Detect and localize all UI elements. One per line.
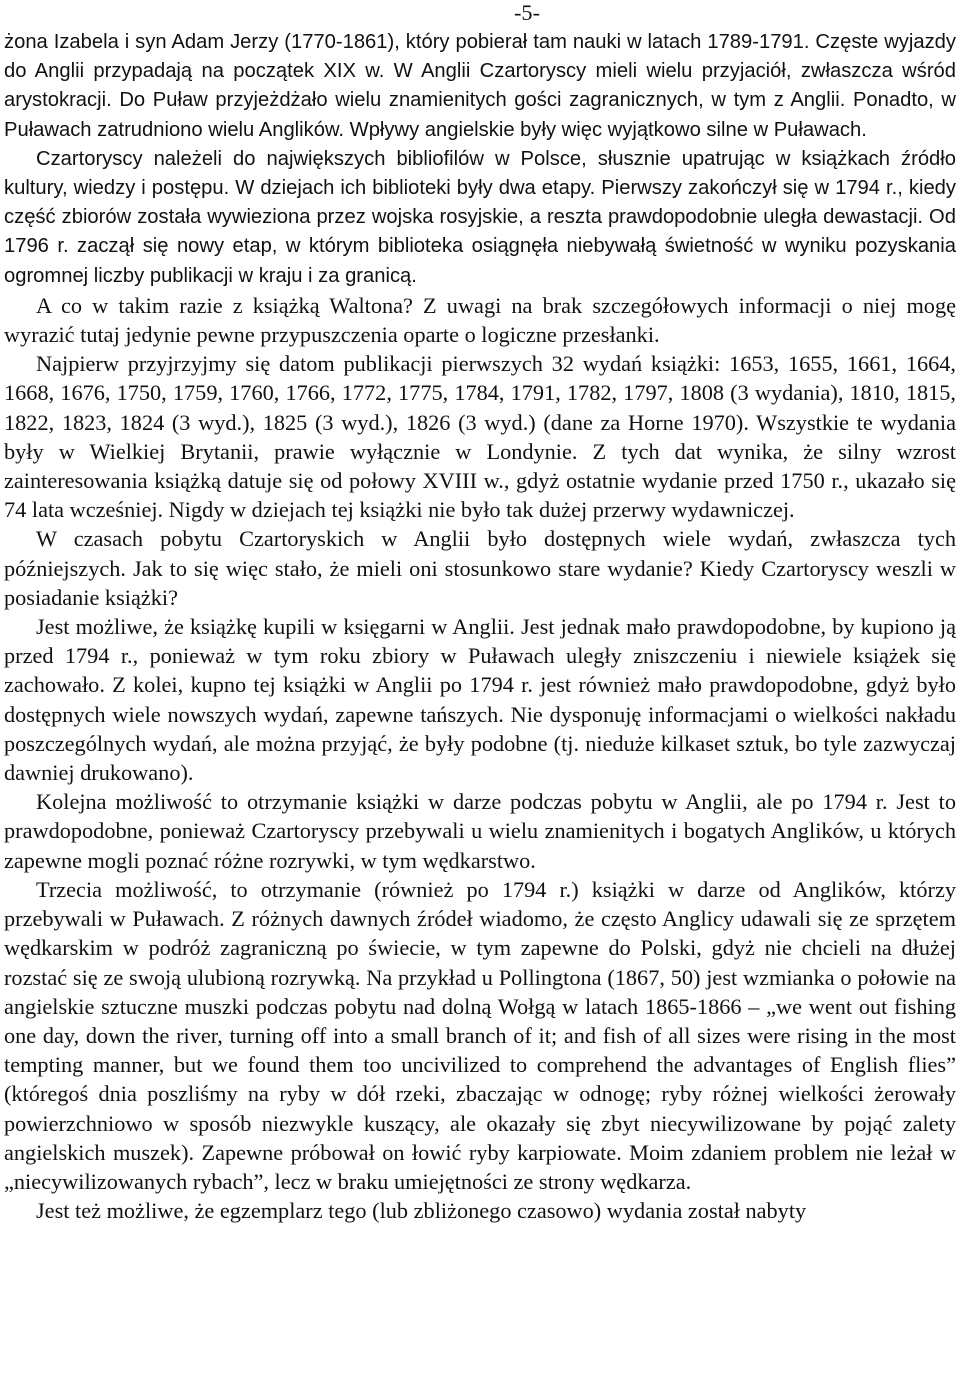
page-number: -5- [514,0,540,25]
paragraph-1: żona Izabela i syn Adam Jerzy (1770-1861), który pobierał tam nauki w latach 1789-1791. Częste wyjazdy do Anglii przypadają na początek XIX w. W Anglii Czartoryscy mieli wielu przyjaciół, zwłaszcza wśród arystokracji. Do Puław przyjeżdżało wielu znamienitych gości zagranicznych, w tym z Anglii. Ponadto, w Puławach zatrudniono wielu Anglików. Wpływy angielskie były więc wyjątkowo silne w Puławach. [4,31,956,141]
paragraph-6: Jest możliwe, że książkę kupili w księgarni w Anglii. Jest jednak mało prawdopodobne, by kupiono ją przed 1794 r., ponieważ w tym roku zbiory w Puławach uległy zniszczeniu i niewiele książek się zachowało. Z kolei, kupno tej książki w Anglii po 1794 r. jest również mało prawdopodobne, gdyż było dostępnych wiele nowszych wydań, zapewne tańszych. Nie dysponuję informacjami o wielkości nakładu poszczególnych wydań, ale można przyjąć, że były podobne (tj. nieduże kilkaset sztuk, bo tyle zazwyczaj dawniej drukowano). [4,614,956,786]
paragraph-7: Kolejna możliwość to otrzymanie książki w darze podczas pobytu w Anglii, ale po 1794 r. Jest to prawdopodobne, ponieważ Czartoryscy przebywali u wielu znamienitych i bogatych Anglików, u których zapewne mogli poznać różne rozrywki, w tym wędkarstwo. [4,789,956,873]
paragraph-3: A co w takim razie z książką Waltona? Z uwagi na brak szczegółowych informacji o niej mogę wyrazić tutaj jedynie pewne przypuszczenia oparte o logiczne przesłanki. [4,292,956,348]
body-text [4,2,956,1225]
paragraph-2: Czartoryscy należeli do największych bibliofilów w Polsce, słusznie upatrując w książkach źródło kultury, wiedzy i postępu. W dziejach ich biblioteki były dwa etapy. Pierwszy zakończył się w 1794 r., kiedy część zbiorów została wywieziona przez wojska rosyjskie, a reszta prawdopodobnie uległa dewastacji. Od 1796 r. zaczął się nowy etap, w którym biblioteka osiągnęła niebywałą świetność w wyniku pozyskania ogromnej liczby publikacji w kraju i za granicą. [4,147,956,287]
paragraph-8: Trzecia możliwość, to otrzymanie (również po 1794 r.) książki w darze od Anglików, którzy przebywali w Puławach. Z różnych dawnych źródeł wiadomo, że często Anglicy udawali się ze sprzętem wędkarskim w podróż zagraniczną po świecie, w tym zapewne do Polski, gdyż nie chcieli na dłużej rozstać się ze swoją ulubioną rozrywką. Na przykład u Pollingtona (1867, 50) jest wzmianka o połowie na angielskie sztuczne muszki podczas pobytu nad dolną Wołgą w latach 1865-1866 – „we went out fishing one day, down the river, turning off into a small branch of it; and fish of all sizes were rising in the most tempting manner, but we found them too uncivilized to comprehend the advantages of English flies” (któregoś dnia poszliśmy na ryby w dół rzeki, zbaczając w odnogę; ryby różnej wielkości żerowały powierzchniowo w sposób niezwykle kuszący, ale okazały się zbyt niecywilizowane by pojąć zalety angielskich muszek). Zapewne próbował on łowić ryby karpiowate. Moim zdaniem problem nie leżał w „niecywilizowanych rybach”, lecz w braku umiejętności ze strony wędkarza. [4,876,956,1194]
paragraph-4: Najpierw przyjrzyjmy się datom publikacji pierwszych 32 wydań książki: 1653, 1655, 1661, 1664, 1668, 1676, 1750, 1759, 1760, 1766, 1772, 1775, 1784, 1791, 1782, 1797, 1808 (3 wydania), 1810, 1815, 1822, 1823, 1824 (3 wyd.), 1825 (3 wyd.), 1826 (3 wyd.) (dane za Horne 1970). Wszystkie te wydania były w Wielkiej Brytanii, prawie wyłącznie w Londynie. Z tych dat wynika, że silny wzrost zainteresowania książką datuje się od połowy XVIII w., gdyż ostatnie wydanie przed 1750 r., ukazało się 74 lata wcześniej. Nigdy w dziejach tej książki nie było tak dużej przerwy wydawniczej. [4,351,956,523]
paragraph-5: W czasach pobytu Czartoryskich w Anglii było dostępnych wiele wydań, zwłaszcza tych późniejszych. Jak to się więc stało, że mieli oni stosunkowo stare wydanie? Kiedy Czartoryscy weszli w posiadanie książki? [4,526,956,610]
paragraph-9: Jest też możliwe, że egzemplarz tego (lub zbliżonego czasowo) wydania został nabyty [36,1198,807,1224]
